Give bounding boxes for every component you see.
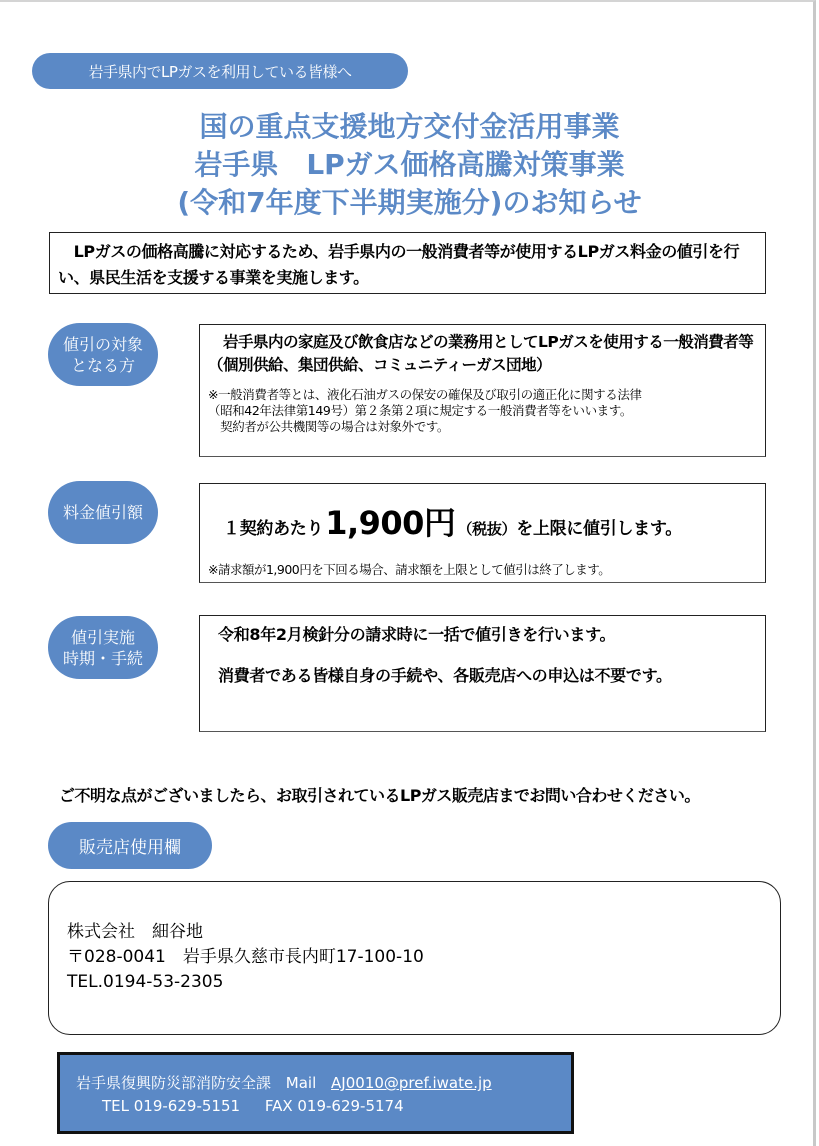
timing-line-2: 消費者である皆様自身の手続や、各販売店への申込は不要です。 <box>218 666 672 685</box>
target-note-line-3: 契約者が公共機関等の場合は対象外です。 <box>208 419 450 434</box>
audience-badge-label: 岩手県内でLPガスを利用している皆様へ <box>88 62 352 81</box>
target-label-badge <box>48 323 158 386</box>
discount-main <box>223 498 757 544</box>
contact-fax: FAX 019-629-5174 <box>264 1097 404 1115</box>
timing-label-line-2: 時期・手続 <box>62 648 143 668</box>
contact-mail-label: Mail <box>285 1074 317 1092</box>
timing-label-badge <box>48 616 158 679</box>
target-note-line-2: （昭和42年法律第149号）第２条第２項に規定する一般消費者等をいいます。 <box>208 403 632 418</box>
shop-tel: TEL.0194-53-2305 <box>67 972 224 992</box>
title-line-3: (令和7年度下半期実施分)のお知らせ <box>177 186 642 219</box>
target-label-line-1: 値引の対象 <box>62 334 143 354</box>
shop-name: 株式会社 細谷地 <box>67 922 203 942</box>
timing-box <box>199 615 766 732</box>
contact-department: 岩手県復興防災部消防安全課 <box>76 1074 272 1092</box>
discount-tax-note: （税抜） <box>457 520 517 538</box>
intro-box <box>49 232 766 294</box>
timing-label-line-1: 値引実施 <box>70 627 135 647</box>
discount-label: 料金値引額 <box>62 503 143 522</box>
discount-label-badge <box>48 481 158 544</box>
contact-email-link[interactable]: AJ0010@pref.iwate.jp <box>331 1074 492 1092</box>
target-note <box>208 387 759 435</box>
timing-line-1: 令和8年2月検針分の請求時に一括で値引きを行います。 <box>218 625 616 644</box>
shop-label-badge <box>48 822 212 869</box>
title-line-2: 岩手県 LPガス価格高騰対策事業 <box>194 148 625 181</box>
discount-note: ※請求額が1,900円を下回る場合、請求額を上限として値引は終了します。 <box>208 562 611 577</box>
target-main-text: 岩手県内の家庭及び飲食店などの業務用としてLPガスを使用する一般消費者等 （個別供給、集団供給、コミュニティーガス団地） <box>208 333 754 374</box>
discount-prefix: １契約あたり <box>223 519 324 539</box>
page-title <box>0 108 819 222</box>
target-note-line-1: ※一般消費者等とは、液化石油ガスの保安の確保及び取引の適正化に関する法律 <box>208 387 642 402</box>
contact-tel: TEL 019-629-5151 <box>102 1097 241 1115</box>
target-box <box>199 324 766 457</box>
inquiry-text: ご不明な点がございましたら、お取引されているLPガス販売店までお問い合わせください。 <box>59 786 700 805</box>
discount-amount: 1,900円 <box>325 504 456 542</box>
shop-info-box <box>48 881 781 1035</box>
contact-box <box>57 1052 574 1134</box>
discount-suffix: を上限に値引します。 <box>516 519 682 539</box>
intro-text: LPガスの価格高騰に対応するため、岩手県内の一般消費者等が使用するLPガス料金の値引を行い、県民生活を支援する事業を実施します。 <box>58 242 740 287</box>
shop-address: 〒028-0041 岩手県久慈市長内町17-100-10 <box>67 947 424 967</box>
title-line-1: 国の重点支援地方交付金活用事業 <box>199 110 620 143</box>
audience-badge <box>32 53 408 89</box>
target-label-line-2: となる方 <box>70 355 135 375</box>
discount-box <box>199 483 766 583</box>
shop-label: 販売店使用欄 <box>79 838 181 858</box>
